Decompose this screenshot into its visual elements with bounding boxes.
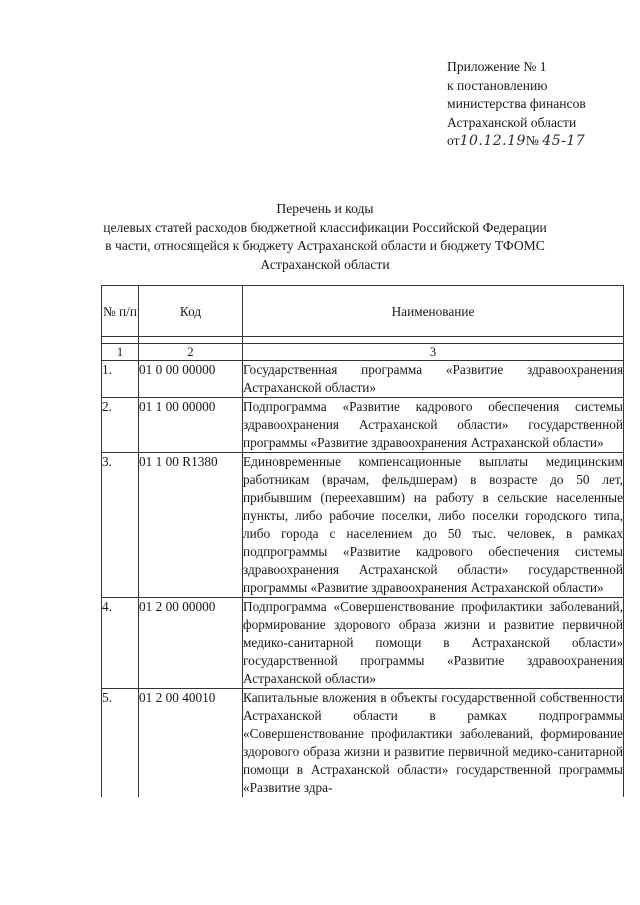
header-code: Код (139, 286, 243, 337)
title-line-2: целевых статей расходов бюджетной классификации Российской Федерации (103, 219, 547, 235)
title-line-4: Астраханской области (260, 256, 390, 272)
column-number: 1 (102, 344, 139, 361)
document-title (100, 200, 550, 274)
attachment-line-1: Приложение № 1 (447, 59, 547, 74)
header-num: № п/п (102, 286, 139, 337)
row-code: 01 1 00 00000 (139, 398, 243, 453)
title-line-1: Перечень и коды (276, 201, 374, 216)
table-row (102, 453, 624, 598)
column-number: 2 (139, 344, 243, 361)
row-code: 01 2 00 40010 (139, 689, 243, 798)
row-name: Подпрограмма «Совершенствование профилактики заболеваний, формирование здорового образа жизни и развитие первичной медико-санитарной помощи в Астраханской области» государственной программы «Развитие здравоохранения Астраханской области» (243, 598, 624, 689)
row-code: 01 0 00 00000 (139, 361, 243, 398)
row-name: Капитальные вложения в объекты государственной собственности Астраханской области в рамках подпрограммы «Совершенствование профилактики заболеваний, формирование здорового образа жизни и развитие первичной медико-санитарной помощи в Астраханской области» государственной программы «Развитие здра- (243, 690, 623, 795)
row-name: Подпрограмма «Развитие кадрового обеспечения системы здравоохранения Астраханской области» государственной программы «Развитие здравоохранения Астраханской области» (243, 398, 624, 453)
row-name: Государственная программа «Развитие здравоохранения Астраханской области» (243, 361, 624, 398)
table-gap-row (102, 337, 624, 344)
codes-table (101, 285, 624, 797)
row-num: 2. (102, 398, 139, 453)
row-num: 3. (102, 453, 139, 598)
attachment-date-line (447, 132, 586, 151)
column-number: 3 (243, 344, 624, 361)
handwritten-date: 10.12.19 (459, 133, 526, 149)
row-name: Единовременные компенсационные выплаты медицинским работникам (врачам, фельдшерам) в возрасте до 50 лет, прибывшим (переехавшим) на работу в сельские населенные пункты, либо рабочие поселки, либо поселки городского типа, либо города с населением до 50 тыс. человек, в рамках подпрограммы «Развитие кадрового обеспечения системы здравоохранения Астраханской области» государственной программы «Развитие здравоохранения Астраханской области» (243, 453, 624, 598)
date-prefix: от (447, 133, 460, 148)
attachment-block (447, 58, 586, 151)
attachment-line-2: к постановлению (447, 77, 548, 93)
table-row (102, 598, 624, 689)
row-num: 5. (102, 689, 139, 798)
table-header-row (102, 286, 624, 337)
row-code: 01 2 00 00000 (139, 598, 243, 689)
attachment-line-3: министерства финансов (447, 96, 586, 111)
row-num: 1. (102, 361, 139, 398)
number-sign: № (525, 133, 539, 148)
row-num: 4. (102, 598, 139, 689)
table-row (102, 398, 624, 453)
column-number-row (102, 344, 624, 361)
header-name: Наименование (243, 286, 624, 337)
handwritten-number: 45-17 (542, 133, 586, 149)
row-code: 01 1 00 R1380 (139, 453, 243, 598)
title-line-3: в части, относящейся к бюджету Астраханской области и бюджету ТФОМС (105, 238, 545, 253)
table-row (102, 689, 624, 798)
attachment-line-4: Астраханской области (447, 114, 577, 130)
table-row (102, 361, 624, 398)
